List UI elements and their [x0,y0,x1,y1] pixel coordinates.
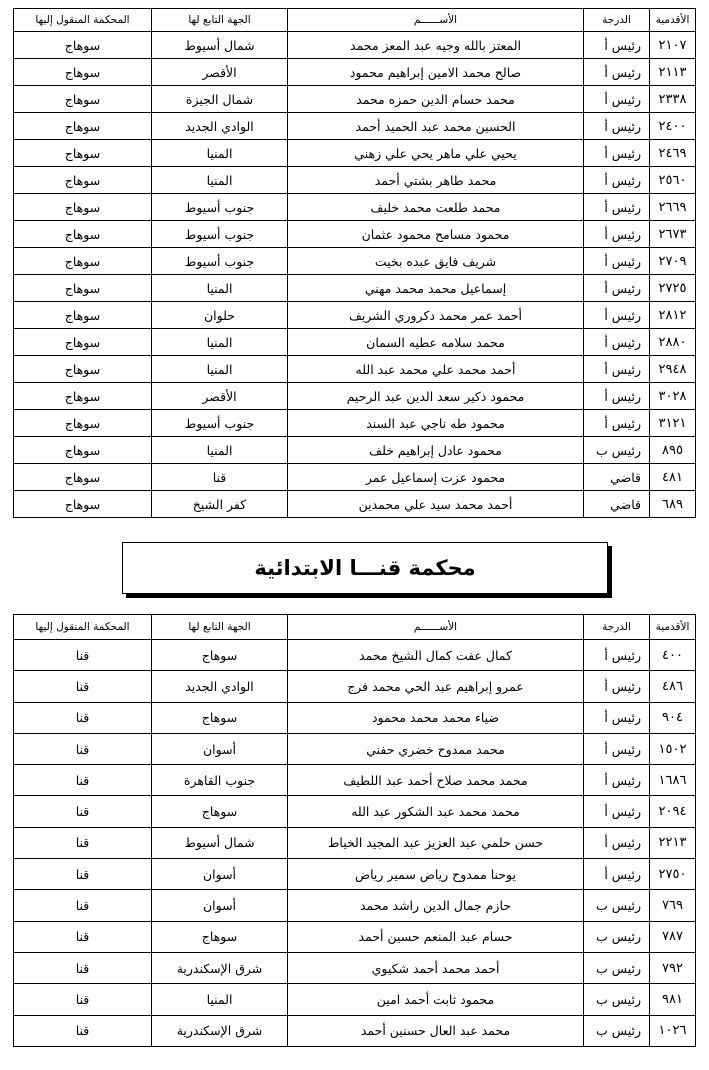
table-row [14,437,696,464]
cell-transfer-court: سوهاج [14,32,152,59]
cell-seniority: ٢٢١٣ [650,827,696,858]
table-row [14,275,696,302]
cell-grade: رئيس ب [584,921,650,952]
cell-transfer-court: قنا [14,984,152,1015]
cell-seniority: ٤٨٦ [650,671,696,702]
cell-transfer-court: سوهاج [14,194,152,221]
cell-parent-entity: جنوب أسيوط [152,410,288,437]
cell-seniority: ٣٠٢٨ [650,383,696,410]
cell-name: محمد حسام الدين حمزه محمد [288,86,584,113]
cell-grade: رئيس أ [584,827,650,858]
cell-name: محمود عزت إسماعيل عمر [288,464,584,491]
cell-name: محمد ممدوح خضري حفني [288,733,584,764]
cell-seniority: ٧٩٢ [650,952,696,983]
table-row [14,329,696,356]
cell-transfer-court: قنا [14,733,152,764]
cell-grade: رئيس أ [584,796,650,827]
cell-seniority: ٦٨٩ [650,491,696,518]
table-row [14,859,696,890]
cell-name: محمود مسامح محمود عثمان [288,221,584,248]
table-row [14,702,696,733]
cell-name: يحيي علي ماهر يحي علي زهني [288,140,584,167]
cell-parent-entity: أسوان [152,890,288,921]
cell-transfer-court: قنا [14,796,152,827]
cell-grade: رئيس ب [584,1015,650,1046]
header-transfer-court: المحكمة المنقول إليها [14,615,152,640]
cell-seniority: ٢١٠٧ [650,32,696,59]
cell-grade: رئيس أ [584,356,650,383]
cell-parent-entity: الأقصر [152,59,288,86]
table-row [14,140,696,167]
cell-transfer-court: قنا [14,1015,152,1046]
cell-transfer-court: قنا [14,859,152,890]
cell-grade: رئيس أ [584,59,650,86]
cell-grade: رئيس ب [584,952,650,983]
table-row [14,984,696,1015]
cell-parent-entity: المنيا [152,329,288,356]
header-grade: الدرجة [584,615,650,640]
table-row [14,248,696,275]
cell-transfer-court: قنا [14,671,152,702]
cell-grade: رئيس أ [584,410,650,437]
cell-name: محمد سلامه عطيه السمان [288,329,584,356]
cell-name: أحمد محمد علي محمد عبد الله [288,356,584,383]
cell-name: محمود ثابت أحمد امين [288,984,584,1015]
cell-grade: رئيس ب [584,984,650,1015]
cell-grade: قاضي [584,491,650,518]
cell-grade: رئيس أ [584,640,650,671]
table-row [14,491,696,518]
table-row [14,59,696,86]
cell-name: كمال عفت كمال الشيخ محمد [288,640,584,671]
cell-transfer-court: سوهاج [14,437,152,464]
cell-grade: قاضي [584,464,650,491]
cell-parent-entity: سوهاج [152,921,288,952]
cell-seniority: ٢٣٣٨ [650,86,696,113]
cell-name: محمود ذكير سعد الدين عبد الرحيم [288,383,584,410]
cell-parent-entity: المنيا [152,984,288,1015]
cell-transfer-court: سوهاج [14,383,152,410]
cell-name: الحسين محمد عبد الحميد أحمد [288,113,584,140]
cell-seniority: ٧٦٩ [650,890,696,921]
header-name: الأســــــم [288,9,584,32]
cell-grade: رئيس أ [584,32,650,59]
cell-name: محمود طه ناجي عبد السند [288,410,584,437]
cell-seniority: ٢٤٦٩ [650,140,696,167]
cell-seniority: ٢٨٨٠ [650,329,696,356]
cell-grade: رئيس أ [584,383,650,410]
cell-transfer-court: سوهاج [14,113,152,140]
cell-parent-entity: أسوان [152,733,288,764]
table-body [14,32,696,518]
cell-transfer-court: قنا [14,640,152,671]
cell-grade: رئيس أ [584,329,650,356]
cell-seniority: ٢٧٥٠ [650,859,696,890]
header-name: الأســــــم [288,615,584,640]
table-row [14,32,696,59]
cell-transfer-court: سوهاج [14,167,152,194]
cell-transfer-court: سوهاج [14,329,152,356]
cell-parent-entity: قنا [152,464,288,491]
cell-parent-entity: كفر الشيخ [152,491,288,518]
cell-grade: رئيس أ [584,86,650,113]
cell-name: عمرو إبراهيم عبد الحي محمد فرج [288,671,584,702]
header-seniority: الأقدمية [650,615,696,640]
table-row [14,640,696,671]
cell-grade: رئيس أ [584,167,650,194]
cell-name: محمد محمد صلاح أحمد عبد اللطيف [288,765,584,796]
cell-grade: رئيس أ [584,221,650,248]
cell-name: أحمد عمر محمد دكروري الشريف [288,302,584,329]
cell-grade: رئيس أ [584,859,650,890]
cell-seniority: ١٠٢٦ [650,1015,696,1046]
cell-parent-entity: الوادي الجديد [152,671,288,702]
cell-name: شريف فايق عبده بخيت [288,248,584,275]
cell-parent-entity: المنيا [152,275,288,302]
table-header-row [14,615,696,640]
cell-grade: رئيس أ [584,733,650,764]
cell-transfer-court: سوهاج [14,491,152,518]
cell-seniority: ٢٨١٢ [650,302,696,329]
cell-transfer-court: سوهاج [14,302,152,329]
cell-name: إسماعيل محمد محمد مهني [288,275,584,302]
section-title: محكمة قنـــا الابتدائية [254,556,476,580]
cell-seniority: ٤٨١ [650,464,696,491]
table-row [14,383,696,410]
cell-grade: رئيس أ [584,248,650,275]
cell-name: حسن حلمي عبد العزيز عبد المجيد الخياط [288,827,584,858]
cell-seniority: ١٦٨٦ [650,765,696,796]
transfers-table-qena [13,614,696,1047]
cell-seniority: ٩٨١ [650,984,696,1015]
cell-seniority: ٢٩٤٨ [650,356,696,383]
cell-grade: رئيس ب [584,437,650,464]
cell-transfer-court: قنا [14,765,152,796]
cell-seniority: ٩٠٤ [650,702,696,733]
table-row [14,167,696,194]
cell-name: حسام عبد المنعم حسين أحمد [288,921,584,952]
section-title-box [122,542,608,594]
cell-seniority: ٢١١٣ [650,59,696,86]
cell-grade: رئيس أ [584,194,650,221]
header-parent-entity: الجهة التابع لها [152,615,288,640]
table-row [14,921,696,952]
table-row [14,356,696,383]
cell-parent-entity: شمال الجيزة [152,86,288,113]
transfers-table-sohag [13,8,696,518]
cell-parent-entity: شرق الإسكندرية [152,952,288,983]
cell-parent-entity: شرق الإسكندرية [152,1015,288,1046]
table-row [14,464,696,491]
header-grade: الدرجة [584,9,650,32]
cell-name: أحمد محمد أحمد شكيوي [288,952,584,983]
cell-transfer-court: سوهاج [14,59,152,86]
cell-transfer-court: قنا [14,921,152,952]
cell-seniority: ٢٧٢٥ [650,275,696,302]
cell-name: محمد محمد عبد الشكور عبد الله [288,796,584,827]
table-row [14,796,696,827]
table-row [14,221,696,248]
cell-parent-entity: المنيا [152,356,288,383]
cell-parent-entity: جنوب أسيوط [152,194,288,221]
cell-seniority: ٤٠٠ [650,640,696,671]
cell-name: محمد طلعت محمد خليف [288,194,584,221]
cell-parent-entity: أسوان [152,859,288,890]
header-parent-entity: الجهة التابع لها [152,9,288,32]
cell-parent-entity: جنوب أسيوط [152,221,288,248]
header-seniority: الأقدمية [650,9,696,32]
cell-name: محمود عادل إبراهيم خلف [288,437,584,464]
cell-transfer-court: قنا [14,702,152,733]
table-row [14,1015,696,1046]
cell-seniority: ٢٤٠٠ [650,113,696,140]
cell-transfer-court: قنا [14,952,152,983]
cell-transfer-court: سوهاج [14,248,152,275]
cell-transfer-court: قنا [14,890,152,921]
cell-name: ضياء محمد محمد محمود [288,702,584,733]
cell-parent-entity: المنيا [152,437,288,464]
cell-name: صالح محمد الامين إبراهيم محمود [288,59,584,86]
cell-parent-entity: شمال أسيوط [152,32,288,59]
cell-seniority: ٢٠٩٤ [650,796,696,827]
cell-grade: رئيس أ [584,702,650,733]
cell-transfer-court: سوهاج [14,221,152,248]
table-row [14,671,696,702]
cell-parent-entity: سوهاج [152,702,288,733]
table-row [14,302,696,329]
cell-seniority: ٣١٢١ [650,410,696,437]
table-row [14,194,696,221]
table-row [14,827,696,858]
table-header-row [14,9,696,32]
cell-seniority: ٨٩٥ [650,437,696,464]
cell-transfer-court: سوهاج [14,275,152,302]
cell-grade: رئيس أ [584,275,650,302]
table-body [14,640,696,1047]
cell-transfer-court: سوهاج [14,356,152,383]
cell-grade: رئيس أ [584,113,650,140]
cell-name: يوحنا ممدوح رياض سمير رياض [288,859,584,890]
cell-parent-entity: الوادي الجديد [152,113,288,140]
cell-parent-entity: جنوب أسيوط [152,248,288,275]
cell-name: المعتز بالله وجيه عبد المعز محمد [288,32,584,59]
table-row [14,113,696,140]
table-row [14,890,696,921]
cell-parent-entity: سوهاج [152,796,288,827]
table-row [14,86,696,113]
cell-grade: رئيس أ [584,302,650,329]
cell-name: أحمد محمد سيد علي محمدين [288,491,584,518]
cell-grade: رئيس أ [584,765,650,796]
table-row [14,410,696,437]
cell-name: محمد طاهر بشتي أحمد [288,167,584,194]
cell-grade: رئيس أ [584,671,650,702]
cell-parent-entity: شمال أسيوط [152,827,288,858]
cell-transfer-court: سوهاج [14,86,152,113]
cell-parent-entity: المنيا [152,167,288,194]
cell-seniority: ٢٦٧٣ [650,221,696,248]
header-transfer-court: المحكمة المنقول إليها [14,9,152,32]
cell-seniority: ١٥٠٢ [650,733,696,764]
table-row [14,733,696,764]
cell-transfer-court: سوهاج [14,410,152,437]
cell-seniority: ٧٨٧ [650,921,696,952]
cell-parent-entity: المنيا [152,140,288,167]
cell-grade: رئيس ب [584,890,650,921]
cell-name: حازم جمال الدين راشد محمد [288,890,584,921]
cell-transfer-court: قنا [14,827,152,858]
cell-parent-entity: سوهاج [152,640,288,671]
cell-parent-entity: الأقصر [152,383,288,410]
cell-transfer-court: سوهاج [14,140,152,167]
table-row [14,765,696,796]
cell-grade: رئيس أ [584,140,650,167]
cell-seniority: ٢٧٠٩ [650,248,696,275]
cell-parent-entity: جنوب القاهرة [152,765,288,796]
cell-seniority: ٢٥٦٠ [650,167,696,194]
cell-seniority: ٢٦٦٩ [650,194,696,221]
cell-parent-entity: حلوان [152,302,288,329]
cell-name: محمد عبد العال حسنين أحمد [288,1015,584,1046]
cell-transfer-court: سوهاج [14,464,152,491]
table-row [14,952,696,983]
